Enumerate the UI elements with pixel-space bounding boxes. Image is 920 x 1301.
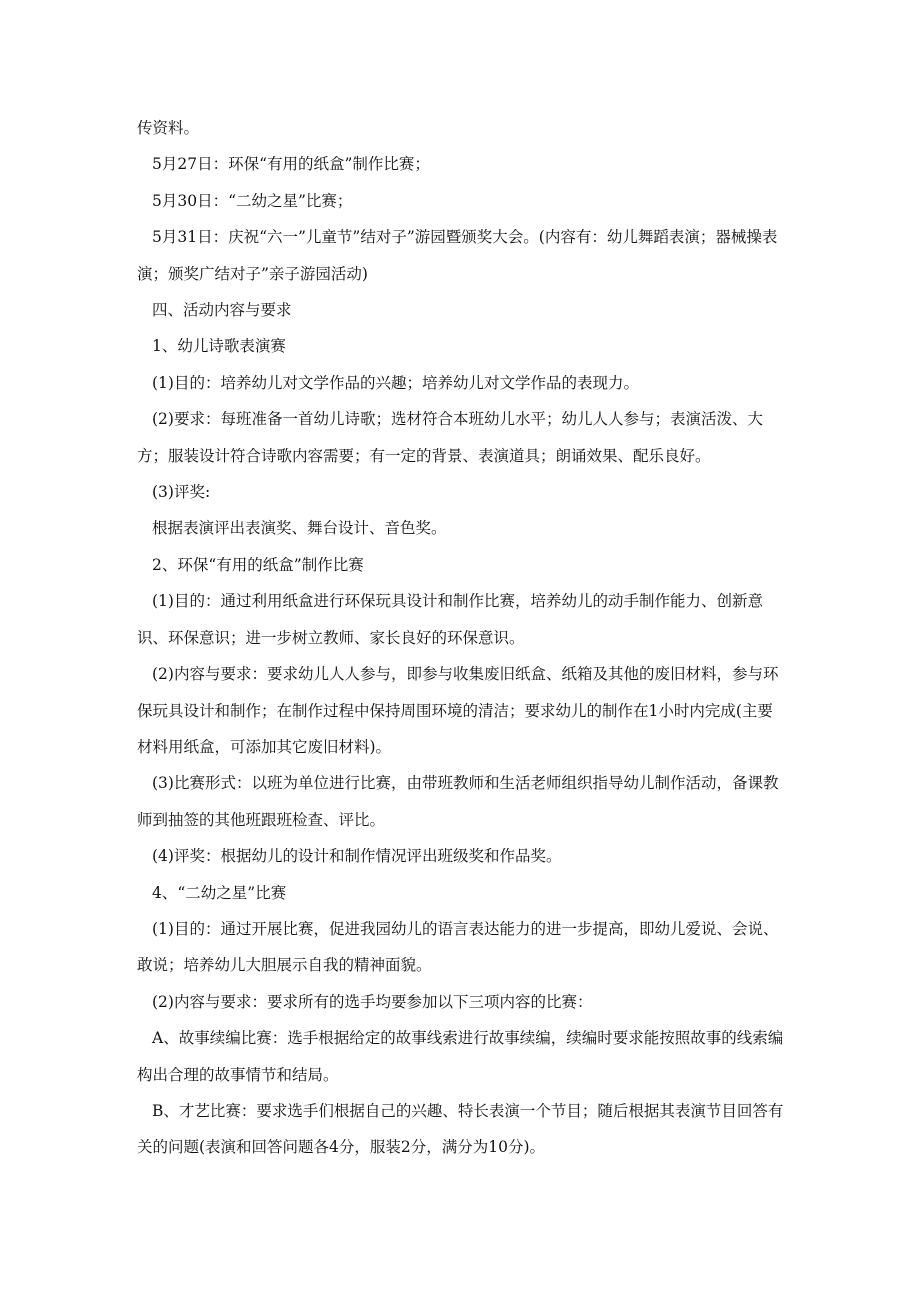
poetry-purpose: (1)目的：培养幼儿对文学作品的兴趣；培养幼儿对文学作品的表现力。 bbox=[152, 373, 639, 392]
star-requirements: (2)内容与要求：要求所有的选手均要参加以下三项内容的比赛： bbox=[152, 992, 593, 1011]
schedule-may-27: 5月27日：环保“有用的纸盒”制作比赛； bbox=[152, 155, 430, 174]
paper-box-requirements: (2)内容与要求：要求幼儿人人参与，即参与收集废旧纸盒、纸箱及其他的废旧材料，参与环保玩具设计和制作；在制作过程中保持周围环境的清洁；要求幼儿的制作在1小时内完成(主要材料用纸盒，可添加其它废旧材料)。 bbox=[137, 665, 779, 756]
poetry-awards-label: (3)评奖: bbox=[152, 483, 211, 502]
schedule-may-30: 5月30日：“二幼之星”比赛； bbox=[152, 191, 353, 210]
subheading-star-contest: 4、“二幼之星”比赛 bbox=[152, 883, 287, 902]
paper-box-purpose: (1)目的：通过利用纸盒进行环保玩具设计和制作比赛，培养幼儿的动手制作能力、创新意识、环保意识；进一步树立教师、家长良好的环保意识。 bbox=[137, 592, 763, 647]
subheading-poetry-contest: 1、幼儿诗歌表演赛 bbox=[152, 337, 286, 356]
star-item-a: A、故事续编比赛：选手根据给定的故事线索进行故事续编，续编时要求能按照故事的线索编构出合理的故事情节和结局。 bbox=[137, 1029, 784, 1084]
section-heading-4: 四、活动内容与要求 bbox=[152, 301, 292, 320]
document-body bbox=[137, 110, 787, 1166]
paper-box-awards: (4)评奖：根据幼儿的设计和制作情况评出班级奖和作品奖。 bbox=[152, 847, 562, 866]
poetry-requirements: (2)要求：每班准备一首幼儿诗歌；选材符合本班幼儿水平；幼儿人人参与；表演活泼、大方；服装设计符合诗歌内容需要；有一定的背景、表演道具；朗诵效果、配乐良好。 bbox=[137, 410, 763, 465]
poetry-awards: 根据表演评出表演奖、舞台设计、音色奖。 bbox=[152, 519, 447, 538]
schedule-may-31: 5月31日：庆祝“六一”儿童节”结对子”游园暨颁奖大会。(内容有：幼儿舞蹈表演；器械操表演；颁奖广结对子”亲子游园活动) bbox=[137, 228, 778, 283]
paragraph-continuation: 传资料。 bbox=[137, 119, 200, 137]
subheading-paper-box-contest: 2、环保“有用的纸盒”制作比赛 bbox=[152, 555, 364, 574]
paper-box-format: (3)比赛形式：以班为单位进行比赛，由带班教师和生活老师组织指导幼儿制作活动，备课教师到抽签的其他班跟班检查、评比。 bbox=[137, 774, 779, 829]
star-item-b: B、才艺比赛：要求选手们根据自己的兴趣、特长表演一个节目；随后根据其表演节目回答有关的问题(表演和回答问题各4分，服装2分，满分为10分)。 bbox=[137, 1101, 784, 1157]
star-purpose: (1)目的：通过开展比赛，促进我园幼儿的语言表达能力的进一步提高，即幼儿爱说、会说、敢说；培养幼儿大胆展示自我的精神面貌。 bbox=[137, 919, 779, 975]
